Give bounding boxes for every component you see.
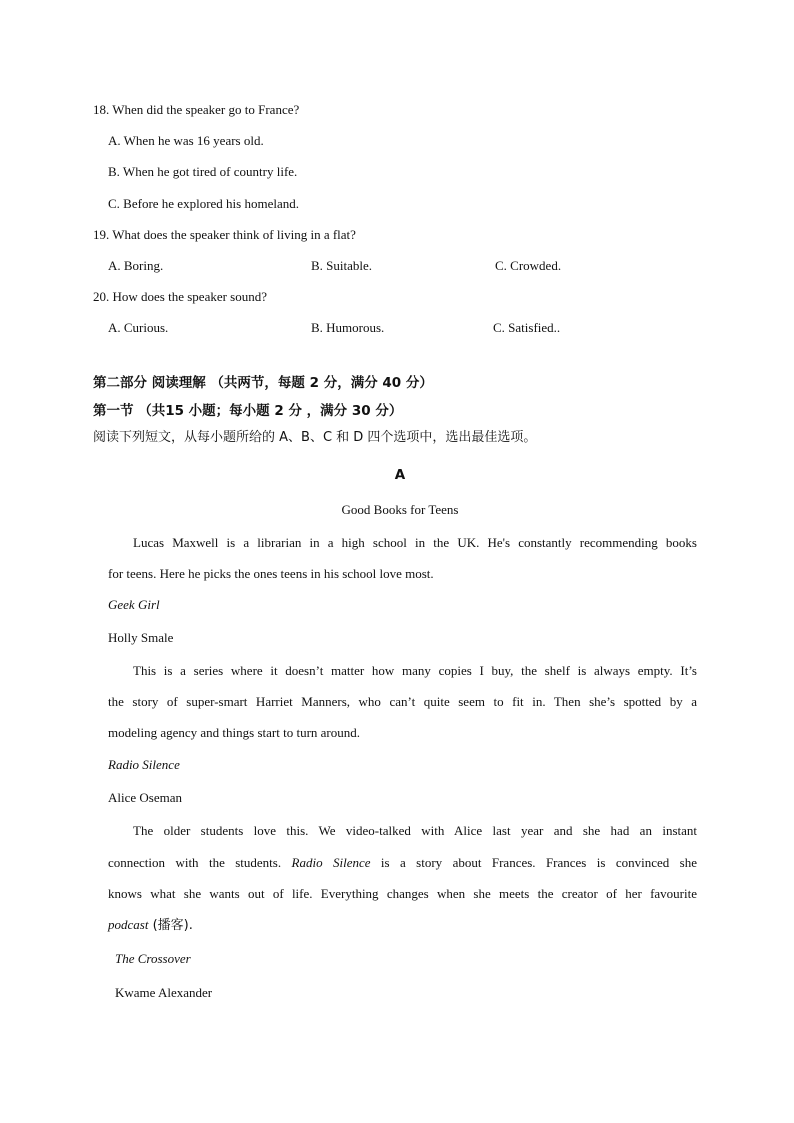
section1-heading: 第一节 （共15 小题；每小题 2 分 ，满分 30 分） — [93, 403, 403, 419]
q19-option-b: B. Suitable. — [311, 258, 373, 273]
book-title: The Crossover — [115, 951, 191, 966]
book-author: Holly Smale — [108, 630, 174, 645]
book1-line-2: the story of super-smart Harriet Manners, who can’t quite seem to fit in. Then she’s spotted by a — [108, 694, 697, 709]
q19-option-c: C. Crowded. — [495, 258, 562, 273]
question-19: 19. What does the speaker think of living in a flat? — [93, 227, 356, 242]
q20-option-a: A. Curious. — [108, 320, 169, 335]
passage-letter: A — [394, 467, 406, 483]
q20-option-b: B. Humorous. — [311, 320, 385, 335]
q20-option-c: C. Satisfied.. — [493, 320, 561, 335]
book2-line-3: knows what she wants out of life. Everything changes when she meets the creator of her favourite — [108, 886, 697, 901]
question-18: 18. When did the speaker go to France? — [93, 102, 300, 117]
q18-option-b: B. When he got tired of country life. — [108, 164, 298, 179]
passage-title: Good Books for Teens — [341, 502, 459, 517]
book1-line-1: This is a series where it doesn’t matter how many copies I buy, the shelf is always empty. It’s — [133, 663, 697, 678]
book1-line-3: modeling agency and things start to turn around. — [108, 725, 361, 740]
book2-line-4: podcast (播客). — [108, 917, 193, 933]
book2-line-2: connection with the students. Radio Silence is a story about Frances. Frances is convinced she — [108, 855, 698, 870]
book2-line-1: The older students love this. We video-talked with Alice last year and she had an instant — [133, 823, 697, 838]
intro-line-1: Lucas Maxwell is a librarian in a high school in the UK. He's constantly recommending books — [133, 535, 697, 550]
q18-option-a: A. When he was 16 years old. — [108, 133, 264, 148]
part2-heading: 第二部分 阅读理解 （共两节，每题 2 分，满分 40 分） — [93, 375, 433, 391]
q19-option-a: A. Boring. — [108, 258, 164, 273]
book-title: Geek Girl — [108, 597, 160, 612]
intro-line-2: for teens. Here he picks the ones teens in his school love most. — [108, 566, 434, 581]
reading-instruction: 阅读下列短文，从每小题所给的 A、B、C 和 D 四个选项中，选出最佳选项。 — [93, 430, 537, 445]
book-title: Radio Silence — [108, 757, 180, 772]
book-author: Kwame Alexander — [115, 985, 213, 1000]
book-author: Alice Oseman — [108, 790, 183, 805]
q18-option-c: C. Before he explored his homeland. — [108, 196, 299, 211]
question-20: 20. How does the speaker sound? — [93, 289, 268, 304]
